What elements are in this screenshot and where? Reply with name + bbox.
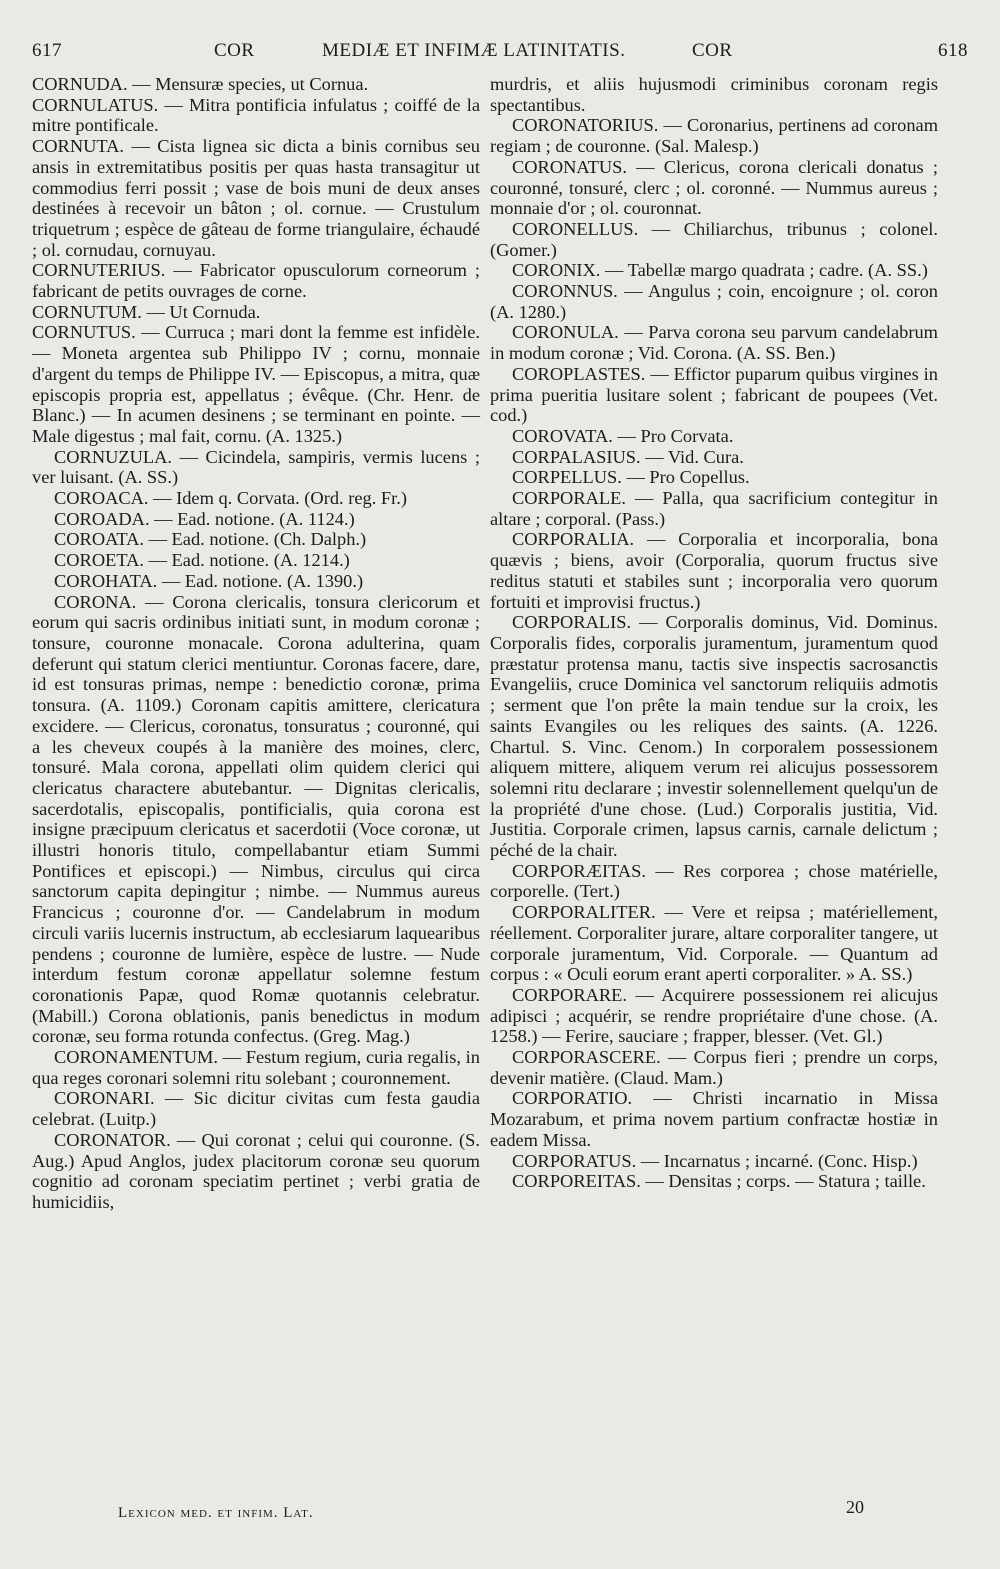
guide-word-right: COR — [692, 40, 733, 61]
dictionary-entry: CORPORALIA. — Corporalia et incorporalia, bona quævis ; biens, avoir (Corporalia, quorum fructus sive reditus statuti et stabiles sunt ; incorporalia vero quorum fortuiti et improvisi fructus.) — [490, 529, 938, 612]
dictionary-entry: CORPORALITER. — Vere et reipsa ; matériellement, réellement. Corporaliter jurare, altare corporaliter tangere, ut corporale juramentum, Vid. Corporale. — Quantum ad corpus : « Oculi eorum erant aperti corporaliter. » A. SS.) — [490, 902, 938, 985]
dictionary-entry: CORONIX. — Tabellæ margo quadrata ; cadre. (A. SS.) — [512, 260, 928, 281]
dictionary-entry: COROPLASTES. — Effictor puparum quibus virgines in prima pueritia lusitare solent ; fabricant de poupees (Vet. cod.) — [490, 363, 938, 426]
dictionary-entry: CORONARI. — Sic dicitur civitas cum festa gaudia celebrat. (Luitp.) — [32, 1088, 480, 1130]
dictionary-entry: COROHATA. — Ead. notione. (A. 1390.) — [54, 570, 364, 591]
dictionary-entry: COROETA. — Ead. notione. (A. 1214.) — [54, 550, 350, 571]
dictionary-entry: CORPOREITAS. — Densitas ; corps. — Statura ; taille. — [512, 1171, 926, 1192]
dictionary-entry: CORNUZULA. — Cicindela, sampiris, vermis lucens ; ver luisant. (A. SS.) — [32, 446, 480, 488]
dictionary-entry: CORONELLUS. — Chiliarchus, tribunus ; colonel. (Gomer.) — [490, 218, 938, 260]
dictionary-entry: COROACA. — Idem q. Corvata. (Ord. reg. Fr.) — [54, 488, 407, 509]
running-title: MEDIÆ ET INFIMÆ LATINITATIS. — [322, 40, 626, 61]
dictionary-entry: COROVATA. — Pro Corvata. — [512, 425, 734, 446]
dictionary-entry: CORONATUS. — Clericus, corona clericali donatus ; couronné, tonsuré, clerc ; ol. coronné. — Nummus aureus ; monnaie d'or ; ol. couronnat. — [490, 156, 938, 219]
right-column — [490, 74, 938, 1192]
dictionary-entry: CORPORARE. — Acquirere possessionem rei alicujus adipisci ; acquérir, se rendre propriétaire d'une chose. (A. 1258.) — Ferire, sauciare ; frapper, blesser. (Vet. Gl.) — [490, 984, 938, 1047]
dictionary-entry: CORPORASCERE. — Corpus fieri ; prendre un corps, devenir matière. (Claud. Mam.) — [490, 1047, 938, 1088]
dictionary-entry: CORPORATIO. — Christi incarnatio in Missa Mozarabum, et prima novem partium confractæ hostiæ in eadem Missa. — [490, 1088, 938, 1150]
running-header — [32, 40, 968, 66]
dictionary-entry: CORNUTERIUS. — Fabricator opusculorum corneorum ; fabricant de petits ouvrages de corne. — [32, 260, 480, 302]
running-footer: Lexicon med. et infim. Lat. — [118, 1505, 314, 1521]
dictionary-entry: CORNUTUS. — Curruca ; mari dont la femme est infidèle. — Moneta argentea sub Philippo IV ; cornu, monnaie d'argent du temps de Philippe IV. — Episcopus, a mitra, quæ episcopis propria est, appellatus ; évêque. (Chr. Henr. de Blanc.) — In acumen desinens ; se terminant en pointe. — Male digestus ; mal fait, cornu. (A. 1325.) — [32, 322, 480, 446]
dictionary-entry: CORONAMENTUM. — Festum regium, curia regalis, in qua reges coronari solemni ritu solebant ; couronnement. — [32, 1047, 480, 1088]
dictionary-entry: CORONNUS. — Angulus ; coin, encoignure ; ol. coron (A. 1280.) — [490, 281, 938, 322]
dictionary-entry: CORNUDA. — Mensuræ species, ut Cornua. — [32, 74, 369, 94]
dictionary-entry: CORONULA. — Parva corona seu parvum candelabrum in modum coronæ ; Vid. Corona. (A. SS. Ben.) — [490, 322, 938, 364]
dictionary-entry: CORPORALIS. — Corporalis dominus, Vid. Dominus. Corporalis fides, corporalis juramentum, juramentum quod præstatur protensa manu, tactis sive inspectis sacrosanctis Evangeliis, cruce Dominica vel sanctorum reliquiis admotis ; serment que l'on prête la main tendue sur la croix, les saints Evangiles ou les reliques des saints. (A. 1226. Chartul. S. Vinc. Cenom.) In corporalem possessionem aliquem mittere, aliquem verum rei alicujus possessorem solemni ritu declarare ; investir solennellement quelqu'un de la propriété d'une chose. (Lud.) Corporalis justitia, Vid. Justitia. Corporale crimen, lapsus carnis, carnale delictum ; péché de la chair. — [490, 612, 938, 861]
dictionary-entry: CORNULATUS. — Mitra pontificia infulatus ; coiffé de la mitre pontificale. — [32, 94, 480, 136]
page-number-left: 617 — [32, 40, 62, 61]
left-column — [32, 74, 480, 1213]
dictionary-entry: CORPORALE. — Palla, qua sacrificium contegitur in altare ; corporal. (Pass.) — [490, 488, 938, 529]
signature-mark: 20 — [846, 1497, 864, 1517]
dictionary-entry: CORNUTA. — Cista lignea sic dicta a binis cornibus seu ansis in extremitatibus positis per quas hasta transagitur ut commodius ferri possit ; vase de bois muni de deux anses destinées à recevoir un bâton ; ol. cornue. — Crustulum triquetrum ; espèce de gâteau de forme triangulaire, échaudé ; ol. cornudau, cornuyau. — [32, 136, 480, 260]
dictionary-entry: CORPORATUS. — Incarnatus ; incarné. (Conc. Hisp.) — [512, 1150, 918, 1171]
dictionary-entry: CORONATORIUS. — Coronarius, pertinens ad coronam regiam ; de couronne. (Sal. Malesp.) — [490, 115, 938, 157]
dictionary-entry: CORPELLUS. — Pro Copellus. — [512, 467, 750, 488]
dictionary-entry: COROATA. — Ead. notione. (Ch. Dalph.) — [54, 529, 367, 550]
dictionary-entry: CORPORÆITAS. — Res corporea ; chose matérielle, corporelle. (Tert.) — [490, 860, 938, 902]
dictionary-entry: COROADA. — Ead. notione. (A. 1124.) — [54, 508, 355, 529]
page-number-right: 618 — [938, 40, 968, 61]
guide-word-left: COR — [214, 40, 255, 61]
dictionary-entry: murdris, et aliis hujusmodi criminibus coronam regis spectantibus. — [490, 74, 938, 115]
dictionary-entry: CORPALASIUS. — Vid. Cura. — [512, 446, 744, 467]
dictionary-entry: CORONA. — Corona clericalis, tonsura clericorum et eorum qui sacris ordinibus initiati sunt, in modum coronæ ; tonsure, couronne monacale. Corona adulterina, quam deferunt qui statum clerici mentiuntur. Coronas facere, dare, id est tonsuras primas, nempe : benedictio coronæ, prima tonsura. (A. 1109.) Coronam capitis amittere, clericatura excidere. — Clericus, coronatus, tonsuratus ; couronné, qui a les cheveux coupés à la manière des moines, clerc, tonsuré. Mala corona, appellati olim quidem clerici qui clericatus charactere abutebantur. — Dignitas clericalis, sacerdotalis, episcopalis, pontificialis, quia corona est insigne præcipuum clericatus et sacerdotii (Voce coronæ, ut illustri honoris titulo, compellabantur etiam Summi Pontifices et episcopi.) — Nimbus, circulus qui circa sanctorum capita depingitur ; nimbe. — Nummus aureus Francicus ; couronne d'or. — Candelabrum in modum circuli variis lucernis instructum, ab ecclesiarum laquearibus pendens ; couronne de lumière, espèce de lustre. — Nude interdum festum coronæ appellatur solemne festum coronationis Papæ, quod Romæ quotannis celebratur. (Mabill.) Corona oblationis, panis benedictus in modum coronæ, seu forma rotunda confectus. (Greg. Mag.) — [32, 591, 480, 1047]
dictionary-entry: CORONATOR. — Qui coronat ; celui qui couronne. (S. Aug.) Apud Anglos, judex placitorum coronæ seu quorum cognitio ad coronam speciatim pertinet ; verbi gratia de humicidiis, — [32, 1129, 480, 1212]
dictionary-entry: CORNUTUM. — Ut Cornuda. — [32, 301, 261, 322]
